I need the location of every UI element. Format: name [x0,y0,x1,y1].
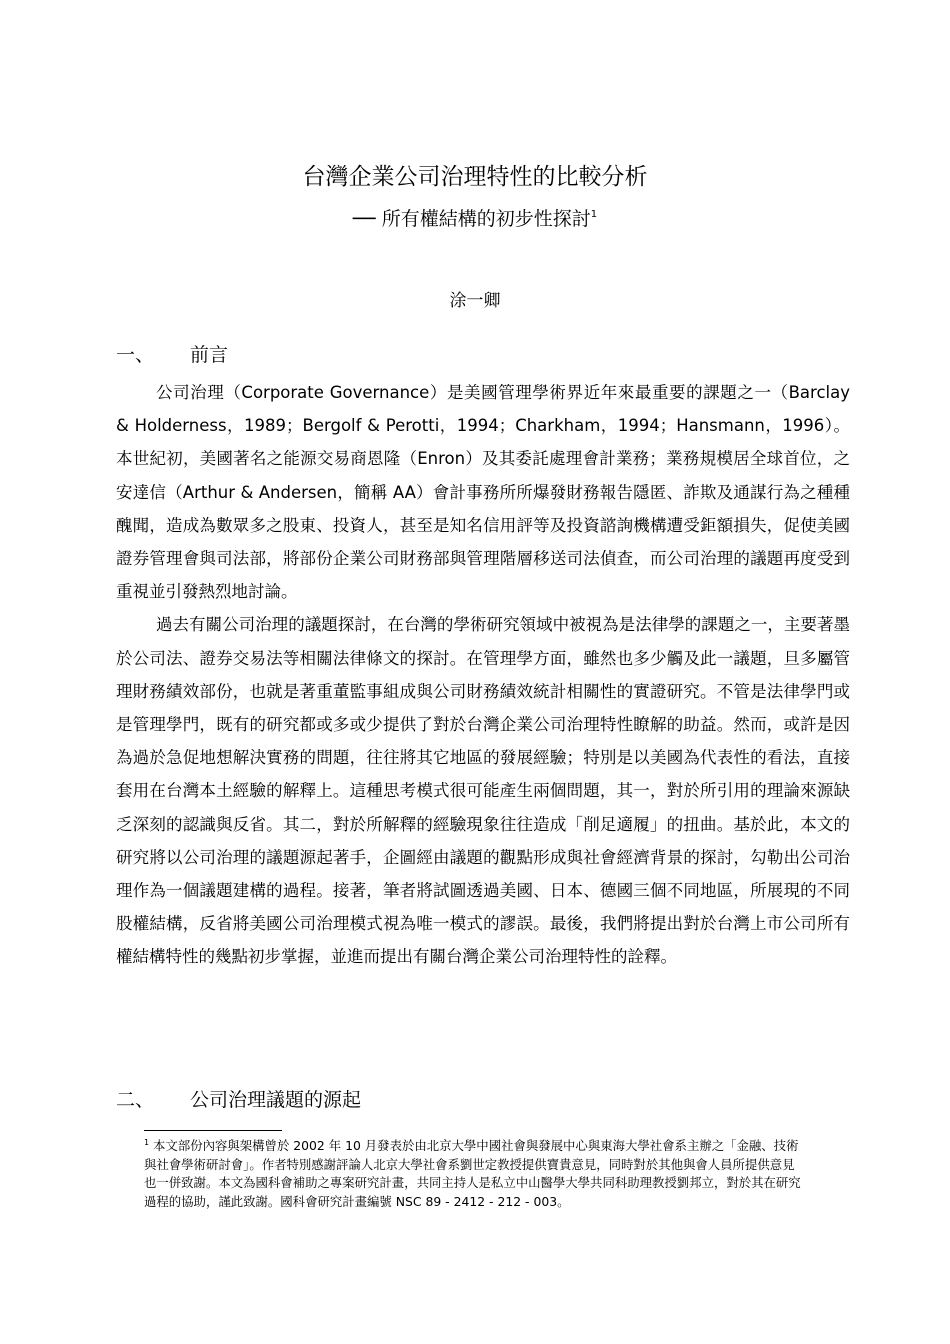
section-title: 公司治理議題的源起 [190,1089,362,1111]
paragraph-1: 公司治理（Corporate Governance）是美國管理學術界近年來最重要的課題之一（Barclay & Holderness，1989；Bergolf & Perotti，1994；Charkham，1994；Hansmann，1996）。本世紀初，美國著名之能源交易商恩隆（Enron）及其委託處理會計業務；業務規模居全球首位，之安達信（Arthur & Andersen，簡稱 AA）會計事務所所爆發財務報告隱匿、詐欺及通謀行為之種種醜聞，造成為數眾多之股東、投資人，甚至是知名信用評等及投資諮詢機構遭受鉅額損失，促使美國證券管理會與司法部，將部份企業公司財務部與管理階層移送司法偵查，而公司治理的議題再度受到重視並引發熱烈地討論。 [116,383,850,602]
section-heading-introduction [116,340,228,367]
author-name: 涂一卿 [449,291,501,311]
paragraph-2: 過去有關公司治理的議題探討，在台灣的學術研究領域中被視為是法律學的課題之一，主要著墨於公司法、證券交易法等相關法律條文的探討。在管理學方面，雖然也多少觸及此一議題，旦多屬管理財務績效部份，也就是著重董監事組成與公司財務績效統計相關性的實證研究。不管是法律學門或是管理學門，既有的研究都或多或少提供了對於台灣企業公司治理特性瞭解的助益。然而，或許是因為過於急促地想解決實務的問題，往往將其它地區的發展經驗；特別是以美國為代表性的看法，直接套用在台灣本土經驗的解釋上。這種思考模式很可能產生兩個問題，其一，對於所引用的理論來源缺乏深刻的認識與反省。其二，對於所解釋的經驗現象往往造成「削足適履」的扭曲。基於此，本文的研究將以公司治理的議題源起著手，企圖經由議題的觀點形成與社會經濟背景的探討，勾勒出公司治理作為一個議題建構的過程。接著，筆者將試圖透過美國、日本、德國三個不同地區，所展現的不同股權結構，反省將美國公司治理模式視為唯一模式的謬誤。最後，我們將提出對於台灣上市公司所有權結構特性的幾點初步掌握，並進而提出有關台灣企業公司治理特性的詮釋。 [116,615,850,967]
paper-subtitle [0,204,950,231]
paper-title: 台灣企業公司治理特性的比較分析 [302,164,648,190]
section-title: 前言 [190,344,229,366]
section-number: 一、 [116,344,155,366]
section-heading-origin [116,1085,361,1112]
section-number: 二、 [116,1089,155,1111]
footnote-text: 本文部份內容與架構曾於 2002 年 10 月發表於由北京大學中國社會與發展中心與東海大學社會系主辦之「金融、技術與社會學術研討會」。作者特別感謝評論人北京大學社會系劉世定教授提供寶貴意見，同時對於其他與會人員所提供意見也一併致謝。本文為國科會補助之專案研究計畫，共同主持人是私立中山醫學大學共同科助理教授劉邦立，對於其在研究過程的協助，謹此致謝。國科會研究計畫編號 NSC 89 - 2412 - 212 - 003。 [144,1138,801,1209]
footnote [144,1134,804,1211]
footnote-marker: 1 [590,209,598,220]
footnote-number: 1 [144,1138,150,1147]
footnote-divider [144,1130,282,1131]
body-text [116,376,850,974]
subtitle-text: ── 所有權結構的初步性探討 [352,208,591,230]
